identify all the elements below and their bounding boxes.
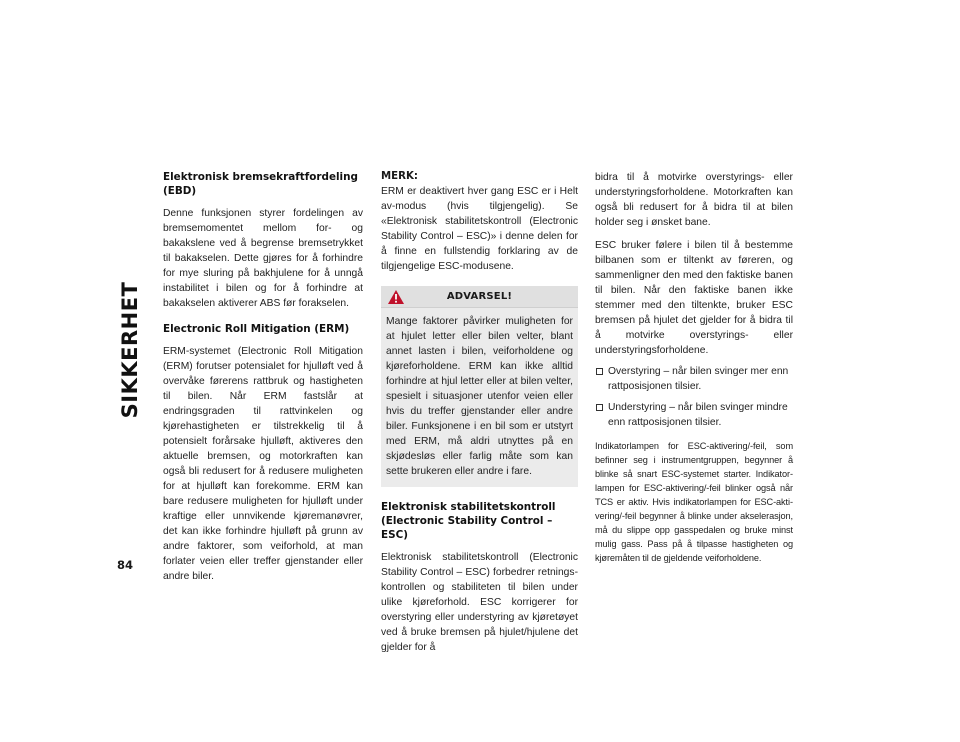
list-item (595, 400, 793, 430)
indicator-lamp-paragraph: Indikatorlampen for ESC-aktivering/-feil, som befinner seg i instrumentgruppen, begynner å blinke så snart ESC-systemet starter. Indikatorlampen for ESC-aktivering/-feil blinker også når TCS er aktiv. Hvis indikatorlampen for ESC-aktivering/-feil begynner å blinke under akselerasjon, må du slippe opp gasspedalen og bruke minst mulig gass. Pass på å tilpasse hastigheten og kjøremåten til de gjeldende veiforholdene. (595, 441, 793, 563)
esc-sensors-paragraph: ESC bruker følere i bilen til å bestemme bilbanen som er tiltenkt av føreren, og sammenligner den med den faktiske banen til bilen. Når den faktiske banen ikke stemmer med den tiltenkte, bruker ESC bremsen på hjulet det gjelder for å bidra til å motvirke overstyrings- eller understyringsforholdene. (595, 240, 793, 356)
section-label: SIKKERHET (118, 281, 142, 419)
esc-heading: Elektronisk stabilitetskontroll (Electronic Stability Control – ESC) (381, 501, 556, 541)
erm-heading: Electronic Roll Mitigation (ERM) (163, 323, 350, 335)
warning-header (381, 286, 578, 308)
page-number: 84 (117, 558, 134, 572)
square-bullet-icon (596, 404, 603, 411)
column-1 (163, 170, 363, 584)
column-3 (595, 170, 793, 565)
warning-box (381, 286, 578, 487)
ebd-paragraph: Denne funksjonen styrer fordelingen av bremsemomentet mellom for- og bakakslene ved å begrense bremsetrykket til bakakselen. Dette gjøres for å forhindre for mye sluring på bakhjulene for å unngå instabilitet i bilen og for å forhindre at bakakselen aktiverer ABS før forakselen. (163, 208, 363, 309)
note-title: MERK: (381, 171, 418, 182)
list-item-text: Overstyring – når bilen svinger mer enn rattposisjonen tilsier. (608, 366, 789, 392)
warning-body: Mange faktorer påvirker muligheten for at hjulet letter eller bilen velter, blant annet lasten i bilen, veiforholdene og kjøreforholdene. ERM kan ikke alltid forhindre at hjul letter eller at bilen velter, spesielt i situasjoner utenfor veien eller hvis du treffer gjenstander eller andre biler. Funksjonene i en bil som er utstyrt med ERM, må aldri utnyttes på en skjødesløs eller farlig måte som kan sette brukeren eller andre i fare. (386, 316, 573, 477)
list-item (595, 364, 793, 394)
warning-title: ADVARSEL! (446, 291, 513, 302)
ebd-heading: Elektronisk bremsekraftfordeling (EBD) (163, 171, 358, 197)
erm-paragraph: ERM-systemet (Electronic Roll Mitigation (ERM) forutser potensialet for hjulløft ved å overvåke førerens rattbruk og hastigheten til bilen. Når ERM fastslår at endringsgraden til rattvinkelen og kjørehastigheten er tilstrekkelig til å potensielt forårsake hjulløft, aktiveres den aktuelle bremsen, og motorkraften kan også bli redusert for å redusere muligheten for at hjulløft kan forekomme. ERM kan bare redusere muligheten for hjulløft under kraftige eller unnvikende kjøremanøvrer, det kan ikke forhindre hjulløft på grunn av andre faktorer, som veiforhold, at man forlater veien eller treffer gjenstander eller andre biler. (163, 346, 363, 582)
column-2 (381, 170, 578, 655)
square-bullet-icon (596, 368, 603, 375)
section-side-tab (108, 160, 152, 540)
note-body: ERM er deaktivert hver gang ESC er i Helt av-modus (hvis tilgjengelig). Se «Elektronisk stabilitetskontroll (Electronic Stability Control – ESC)» i denne delen for å finne en fullstendig forklaring av de tilgjengelige ESC-modusene. (381, 186, 578, 272)
esc-paragraph: Elektronisk stabilitetskontroll (Electronic Stability Control – ESC) forbedrer retningskontrollen og stabiliteten til bilen under ulike kjøreforhold. ESC korrigerer for overstyring eller understyring av kjøretøyet ved å bruke bremsen på hjulet/hjulene det gjelder for å (381, 552, 578, 653)
list-item-text: Understyring – når bilen svinger mindre enn rattposisjonen tilsier. (608, 402, 788, 428)
esc-continued-paragraph: bidra til å motvirke overstyrings- eller understyringsforholdene. Motorkraften kan også bli redusert for å bidra til at bilen holder seg i ønsket bane. (595, 172, 793, 228)
